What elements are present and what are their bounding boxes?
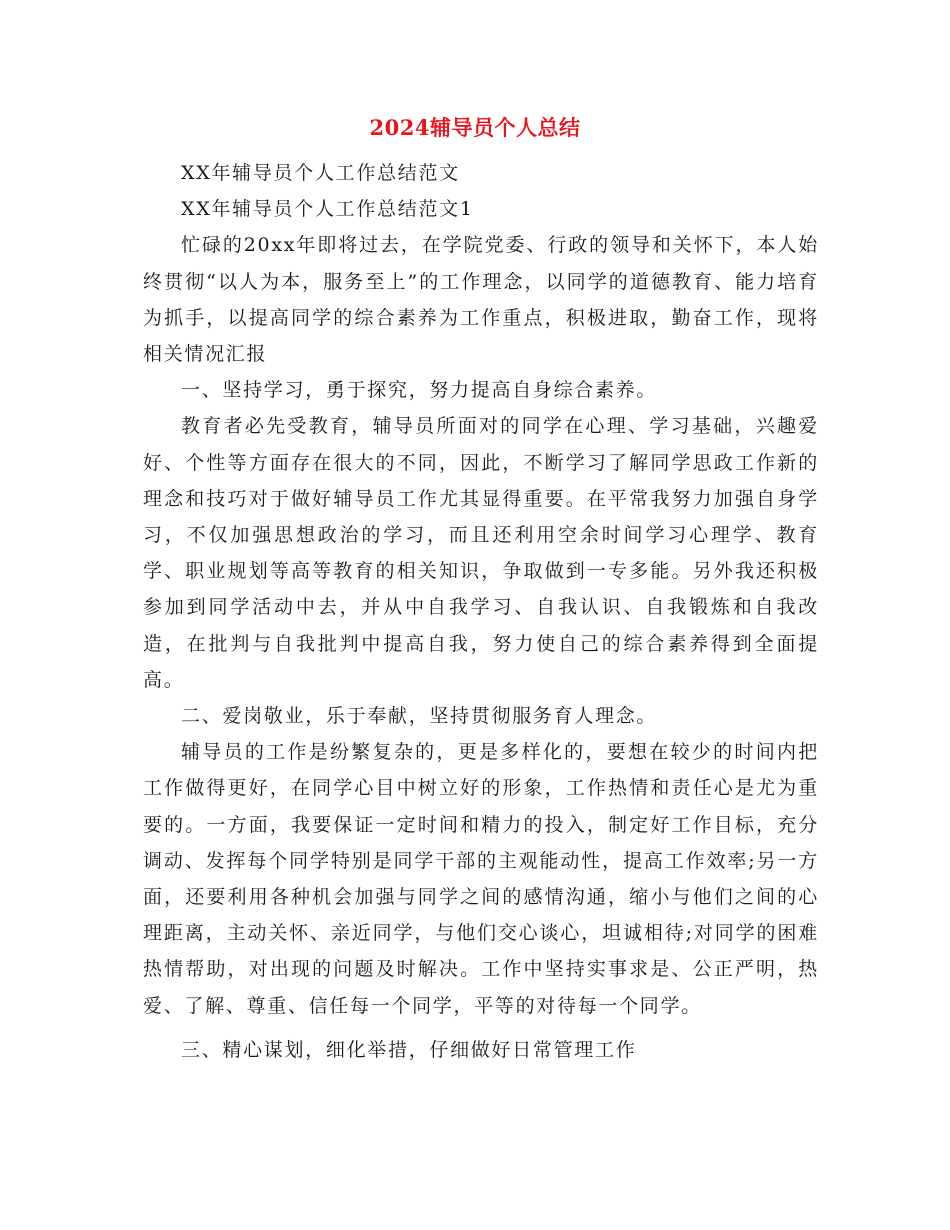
paragraph-intro: 忙碌的20xx年即将过去，在学院党委、行政的领导和关怀下，本人始终贯彻“以人为本，服务至上”的工作理念，以同学的道德教育、能力培育为抓手，以提高同学的综合素养为工作重点，积极进取，勤奋工作，现将相关情况汇报 [143, 234, 819, 366]
section-heading-1: 一、坚持学习，勇于探究，努力提高自身综合素养。 [181, 379, 658, 402]
paragraph-section-1: 教育者必先受教育，辅导员所面对的同学在心理、学习基础，兴趣爱好、个性等方面存在很大的不同，因此，不断学习了解同学思政工作新的理念和技巧对于做好辅导员工作尤其显得重要。在平常我努力加强自身学习，不仅加强思想政治的学习，而且还利用空余时间学习心理学、教育学、职业规划等高等教育的相关知识，争取做到一专多能。另外我还积极参加到同学活动中去，并从中自我学习、自我认识、自我锻炼和自我改造，在批判与自我批判中提高自我，努力使自己的综合素养得到全面提高。 [143, 415, 819, 691]
paragraph-subtitle: XX年辅导员个人工作总结范文 [181, 162, 460, 184]
section-heading-2: 二、爱岗敬业，乐于奉献，坚持贯彻服务育人理念。 [181, 705, 658, 728]
section-heading-3: 三、精心谋划，细化举措，仔细做好日常管理工作 [181, 1038, 637, 1061]
document-title: 2024辅导员个人总结 [369, 115, 581, 140]
paragraph-section-2: 辅导员的工作是纷繁复杂的，更是多样化的，要想在较少的时间内把工作做得更好，在同学心目中树立好的形象，工作热情和责任心是尤为重要的。一方面，我要保证一定时间和精力的投入，制定好工作目标，充分调动、发挥每个同学特别是同学干部的主观能动性，提高工作效率;另一方面，还要利用各种机会加强与同学之间的感情沟通，缩小与他们之间的心理距离，主动关怀、亲近同学，与他们交心谈心，坦诚相待;对同学的困难热情帮助，对出现的问题及时解决。工作中坚持实事求是、公正严明，热爱、了解、尊重、信任每一个同学，平等的对待每一个同学。 [143, 741, 819, 1017]
document-body [143, 155, 819, 1068]
paragraph-subtitle-1: XX年辅导员个人工作总结范文1 [181, 198, 474, 221]
